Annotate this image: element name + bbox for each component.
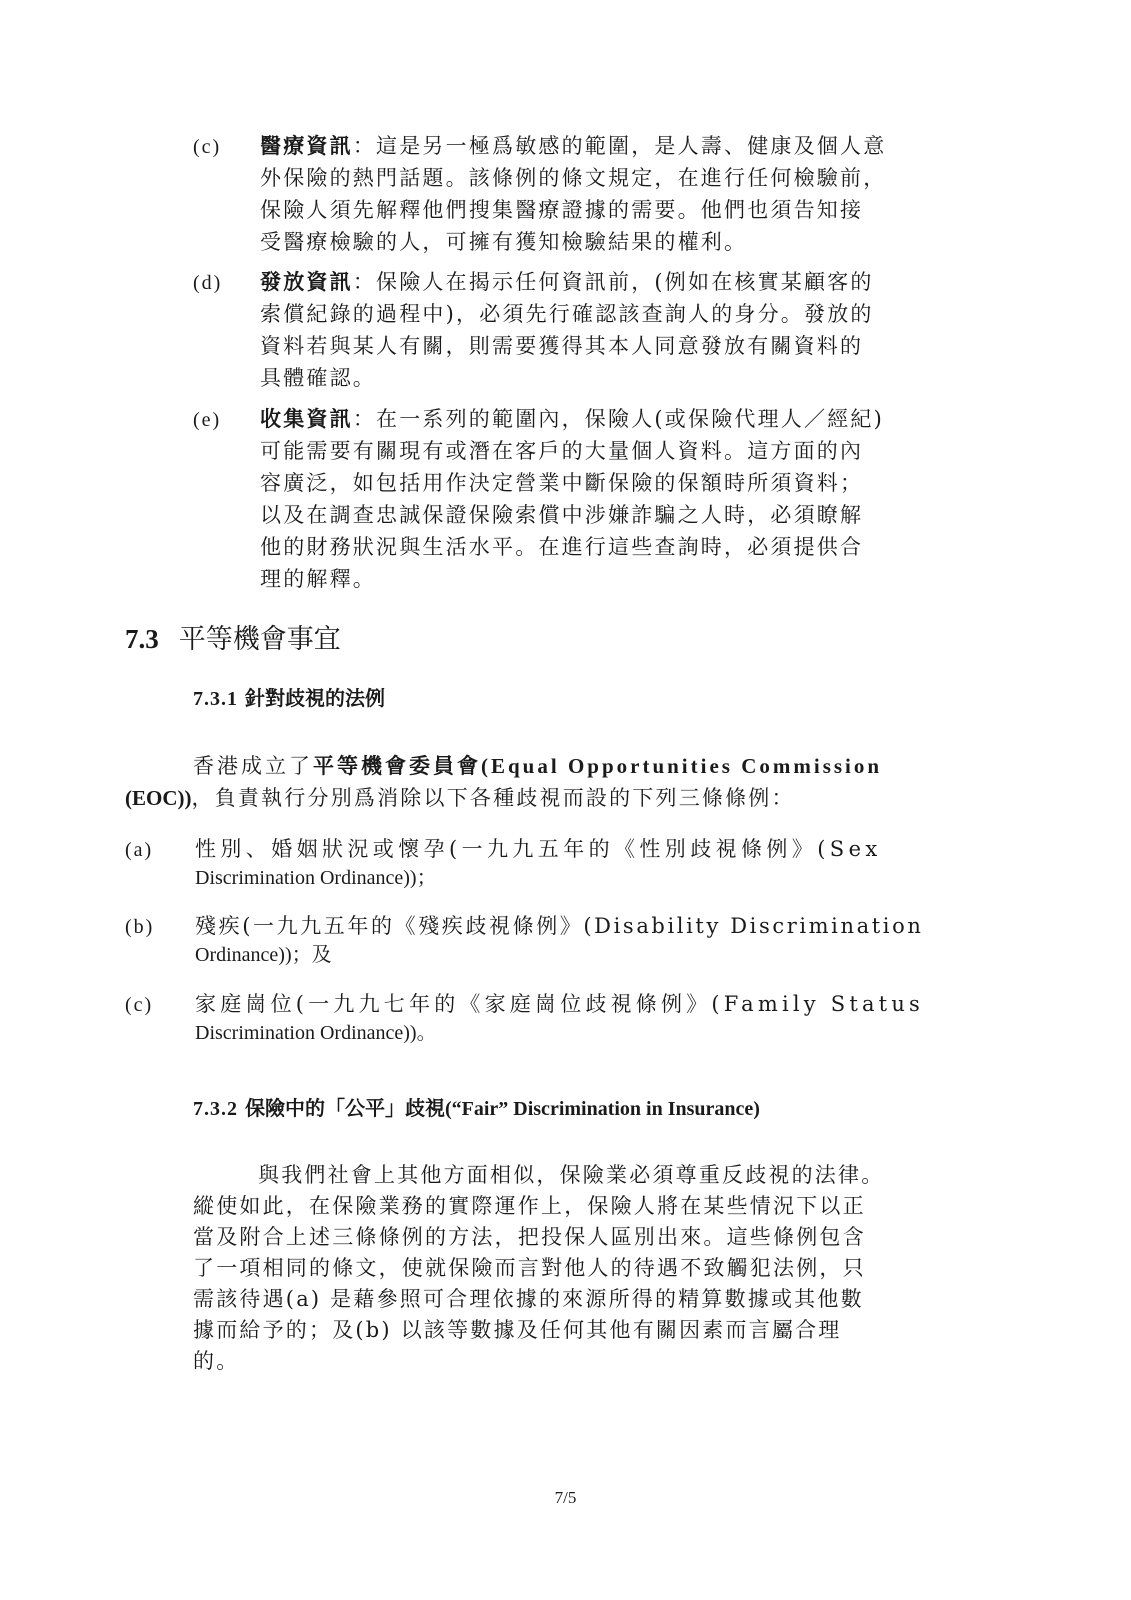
ordinance-line: Ordinance))；及	[195, 944, 332, 966]
eoc-name: 平等機會委員會(Equal Opportunities Commission	[313, 754, 883, 778]
item-text: 理的解釋。	[260, 567, 376, 591]
ordinance-line: 家庭崗位(一九九七年的《家庭崗位歧視條例》(Family Status	[195, 992, 925, 1016]
item-text: 索償紀錄的過程中)，必須先行確認該查詢人的身分。發放的	[260, 302, 874, 326]
item-title: 醫療資訊	[260, 133, 353, 158]
eoc-abbr: (EOC))	[125, 786, 192, 810]
intro-line-1	[193, 752, 882, 780]
item-label: (e)	[193, 409, 222, 431]
ordinance-line: 性別、婚姻狀況或懷孕(一九九五年的《性別歧視條例》(Sex	[195, 837, 882, 861]
item-text: ：這是另一極爲敏感的範圍，是人壽、健康及個人意	[352, 134, 887, 158]
body-text: 當及附合上述三條條例的方法，把投保人區別出來。這些條例包含	[193, 1225, 866, 1249]
item-e-line-1	[260, 405, 884, 433]
subsection-heading	[193, 1094, 760, 1123]
section-heading	[125, 622, 341, 657]
item-title: 收集資訊	[260, 406, 353, 431]
body-text: 與我們社會上其他方面相似，保險業必須尊重反歧視的法律。	[258, 1163, 885, 1187]
item-text: ：保險人在揭示任何資訊前，(例如在核實某顧客的	[352, 270, 874, 294]
item-text: 具體確認。	[260, 366, 376, 390]
ordinance-line: Discrimination Ordinance))。	[195, 1022, 437, 1044]
ordinance-label: (c)	[125, 994, 154, 1016]
ordinance-line: 殘疾(一九九五年的《殘疾歧視條例》(Disability Discrimination	[195, 914, 924, 938]
page-number: 7/5	[554, 1488, 577, 1507]
item-c-line-1	[260, 132, 976, 160]
body-text: 的。	[193, 1349, 240, 1373]
item-text: 受醫療檢驗的人，可擁有獲知檢驗結果的權利。	[260, 230, 748, 254]
item-text: ：在一系列的範圍內，保險人(或保險代理人／經紀)	[352, 407, 884, 431]
item-text: 保險人須先解釋他們搜集醫療證據的需要。他們也須告知接	[260, 198, 864, 222]
item-text: 以及在調查忠誠保證保險索償中涉嫌詐騙之人時，必須瞭解	[260, 503, 864, 527]
body-text: 縱使如此，在保險業務的實際運作上，保險人將在某些情況下以正	[193, 1194, 866, 1218]
subsection-title: 針對歧視的法例	[244, 686, 385, 710]
ordinance-label: (a)	[125, 839, 154, 861]
subsection-heading	[193, 684, 385, 713]
body-text: 據而給予的；及(b) 以該等數據及任何其他有關因素而言屬合理	[193, 1318, 842, 1342]
item-text: 資料若與某人有關，則需要獲得其本人同意發放有關資料的	[260, 334, 864, 358]
subsection-number: 7.3.2	[193, 1098, 238, 1120]
item-label: (c)	[193, 136, 222, 158]
item-title: 發放資訊	[260, 269, 353, 294]
item-d-line-1	[260, 268, 874, 296]
item-text: 容廣泛，如包括用作決定營業中斷保險的保額時所須資料；	[260, 471, 864, 495]
body-text: 了一項相同的條文，使就保險而言對他人的待遇不致觸犯法例，只	[193, 1256, 866, 1280]
subsection-title: 保險中的「公平」歧視(“Fair” Discrimination in Insurance)	[244, 1098, 760, 1120]
section-title: 平等機會事宜	[178, 624, 341, 655]
ordinance-label: (b)	[125, 916, 155, 938]
body-text: 需該待遇(a) 是藉參照可合理依據的來源所得的精算數據或其他數	[193, 1287, 864, 1311]
item-text: 外保險的熱門話題。該條例的條文規定，在進行任何檢驗前，	[260, 166, 887, 190]
intro-line-2	[125, 784, 795, 812]
item-text: 可能需要有關現有或潛在客戶的大量個人資料。這方面的內	[260, 439, 864, 463]
item-label: (d)	[193, 272, 223, 294]
section-number: 7.3	[125, 624, 159, 654]
intro-text: 香港成立了	[193, 754, 313, 778]
item-text: 他的財務狀況與生活水平。在進行這些查詢時，必須提供合	[260, 535, 864, 559]
intro-text: ，負責執行分別爲消除以下各種歧視而設的下列三條條例：	[191, 786, 795, 810]
ordinance-line: Discrimination Ordinance))；	[195, 867, 437, 889]
subsection-number: 7.3.1	[193, 688, 238, 710]
